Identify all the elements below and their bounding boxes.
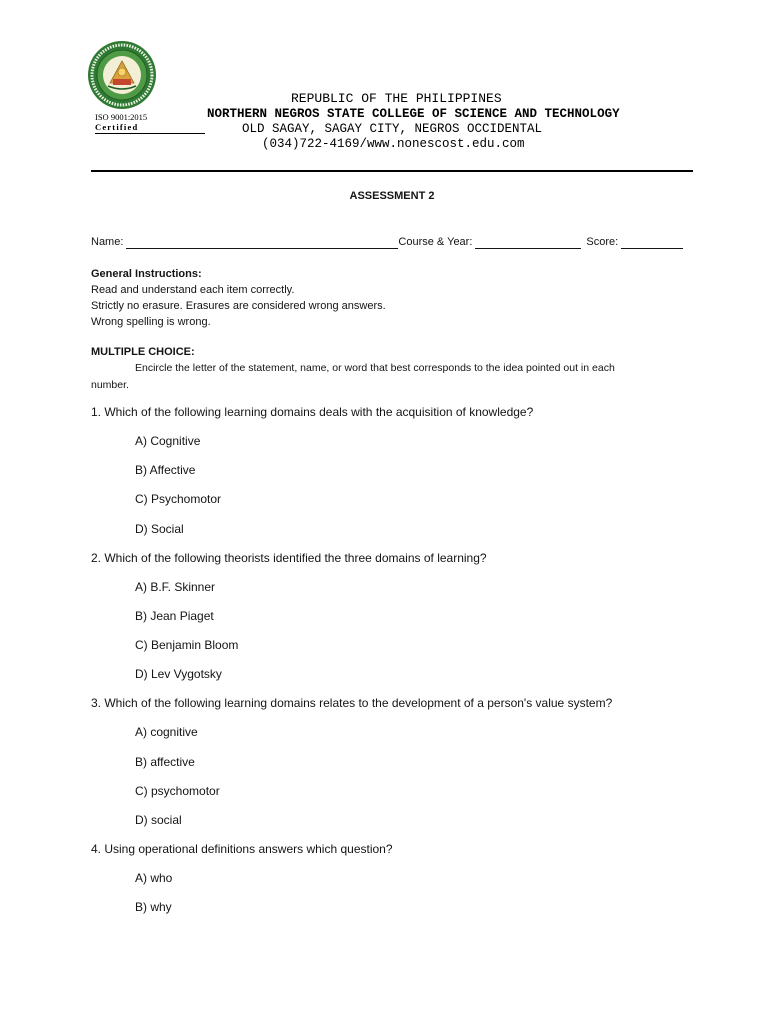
instructions-heading: General Instructions: — [91, 268, 202, 280]
question-4-text: 4. Using operational definitions answers which question? — [91, 841, 393, 856]
question-2-option-d: D) Lev Vygotsky — [135, 667, 222, 682]
question-3-text: 3. Which of the following learning domains relates to the development of a person's value system? — [91, 696, 613, 711]
header-college-name: NORTHERN NEGROS STATE COLLEGE OF SCIENCE AND TECHNOLOGY — [207, 107, 620, 121]
page-title: ASSESSMENT 2 — [349, 190, 435, 202]
instruction-line: Wrong spelling is wrong. — [91, 316, 211, 328]
question-1-option-b: B) Affective — [135, 463, 196, 478]
score-label: Score: — [586, 236, 619, 248]
question-3-option-b: B) affective — [135, 754, 195, 769]
header-contact: (034)722-4169/www.nonescost.edu.com — [262, 137, 525, 151]
score-blank — [621, 236, 683, 249]
name-blank — [126, 236, 398, 249]
question-list — [91, 398, 711, 922]
question-1-option-a: A) Cognitive — [135, 434, 201, 449]
certification-underline — [95, 133, 205, 134]
name-label: Name: — [91, 236, 124, 248]
student-info-row — [91, 235, 683, 249]
question-1-option-d: D) Social — [135, 521, 184, 536]
section-heading-multiple-choice: MULTIPLE CHOICE: — [91, 346, 195, 358]
question-3-option-a: A) cognitive — [135, 725, 198, 740]
header-divider — [91, 170, 693, 172]
course-year-label: Course & Year: — [398, 236, 473, 248]
question-3-option-d: D) social — [135, 812, 182, 827]
header-republic: REPUBLIC OF THE PHILIPPINES — [291, 91, 502, 106]
instruction-line: Read and understand each item correctly. — [91, 284, 295, 296]
certified-text: Certified — [95, 122, 139, 132]
section-directions: Encircle the letter of the statement, name, or word that best corresponds to the idea pointed out in each — [135, 362, 615, 374]
question-2-option-c: C) Benjamin Bloom — [135, 638, 239, 652]
section-directions-continued: number. — [91, 379, 129, 391]
school-seal-icon — [86, 39, 158, 111]
question-2-option-a: A) B.F. Skinner — [135, 579, 216, 594]
course-year-blank — [475, 236, 581, 249]
header-address: OLD SAGAY, SAGAY CITY, NEGROS OCCIDENTAL — [242, 122, 543, 136]
seal-graphic — [86, 39, 158, 111]
question-4-option-b: B) why — [135, 900, 172, 915]
instruction-line: Strictly no erasure. Erasures are considered wrong answers. — [91, 300, 386, 312]
iso-certification-text: ISO 9001:2015 — [95, 112, 148, 122]
question-2-text: 2. Which of the following theorists identified the three domains of learning? — [91, 550, 487, 565]
question-2-option-b: B) Jean Piaget — [135, 608, 214, 623]
question-1-text: 1. Which of the following learning domains deals with the acquisition of knowledge? — [91, 405, 534, 419]
question-3-option-c: C) psychomotor — [135, 783, 220, 798]
question-1-option-c: C) Psychomotor — [135, 492, 222, 507]
question-4-option-a: A) who — [135, 871, 173, 885]
